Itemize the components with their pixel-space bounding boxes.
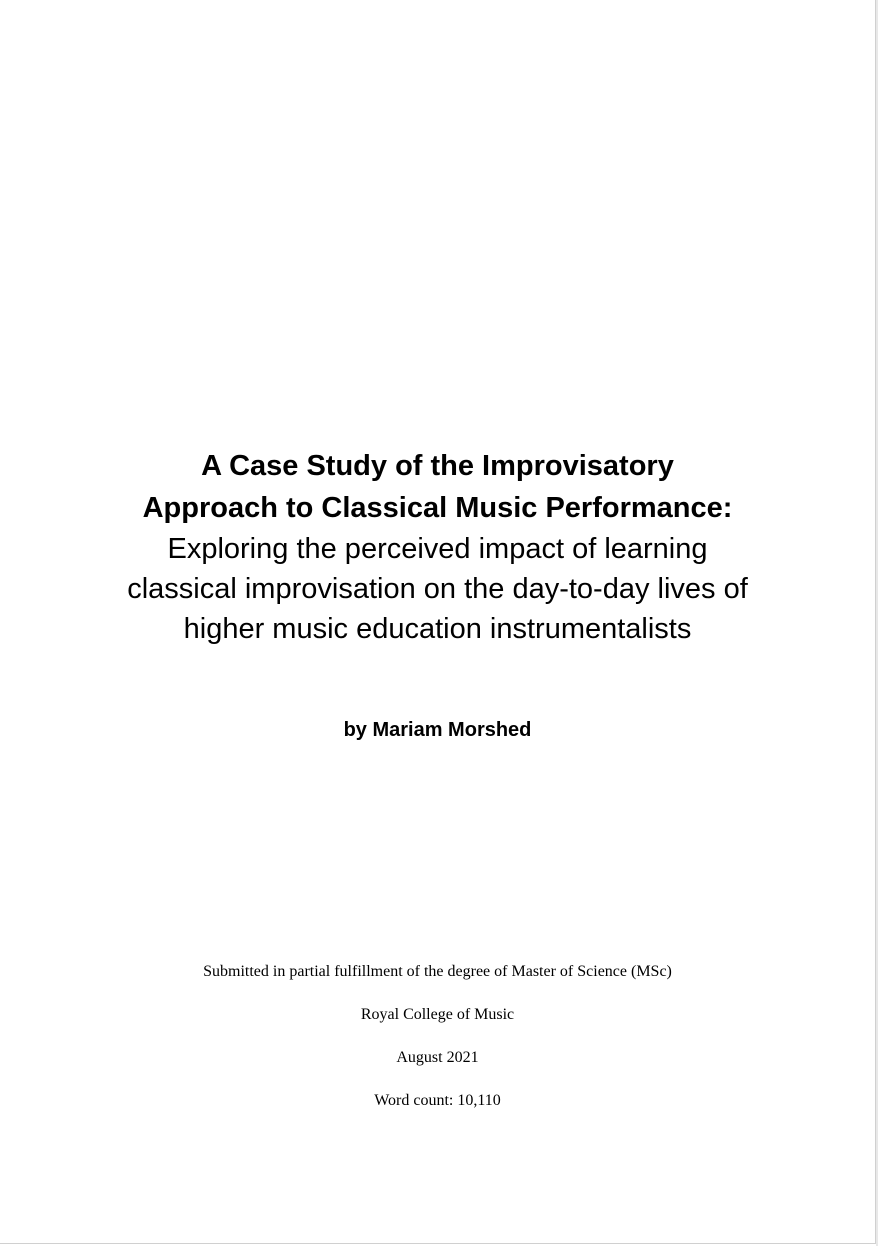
title-line-1: A Case Study of the Improvisatory [201, 450, 674, 482]
subtitle-line-1: Exploring the perceived impact of learning [167, 533, 708, 565]
title-block [0, 445, 875, 649]
submission-date: August 2021 [396, 1049, 479, 1066]
title-line-2: Approach to Classical Music Performance: [142, 492, 733, 524]
author-line: by Mariam Morshed [343, 719, 532, 741]
subtitle-line-3: higher music education instrumentalists [183, 613, 692, 645]
submission-statement: Submitted in partial fulfillment of the degree of Master of Science (MSc) [203, 963, 672, 980]
subtitle-line-2: classical improvisation on the day-to-day lives of [127, 573, 748, 605]
word-count: Word count: 10,110 [374, 1092, 501, 1109]
institution-name: Royal College of Music [360, 1006, 515, 1023]
